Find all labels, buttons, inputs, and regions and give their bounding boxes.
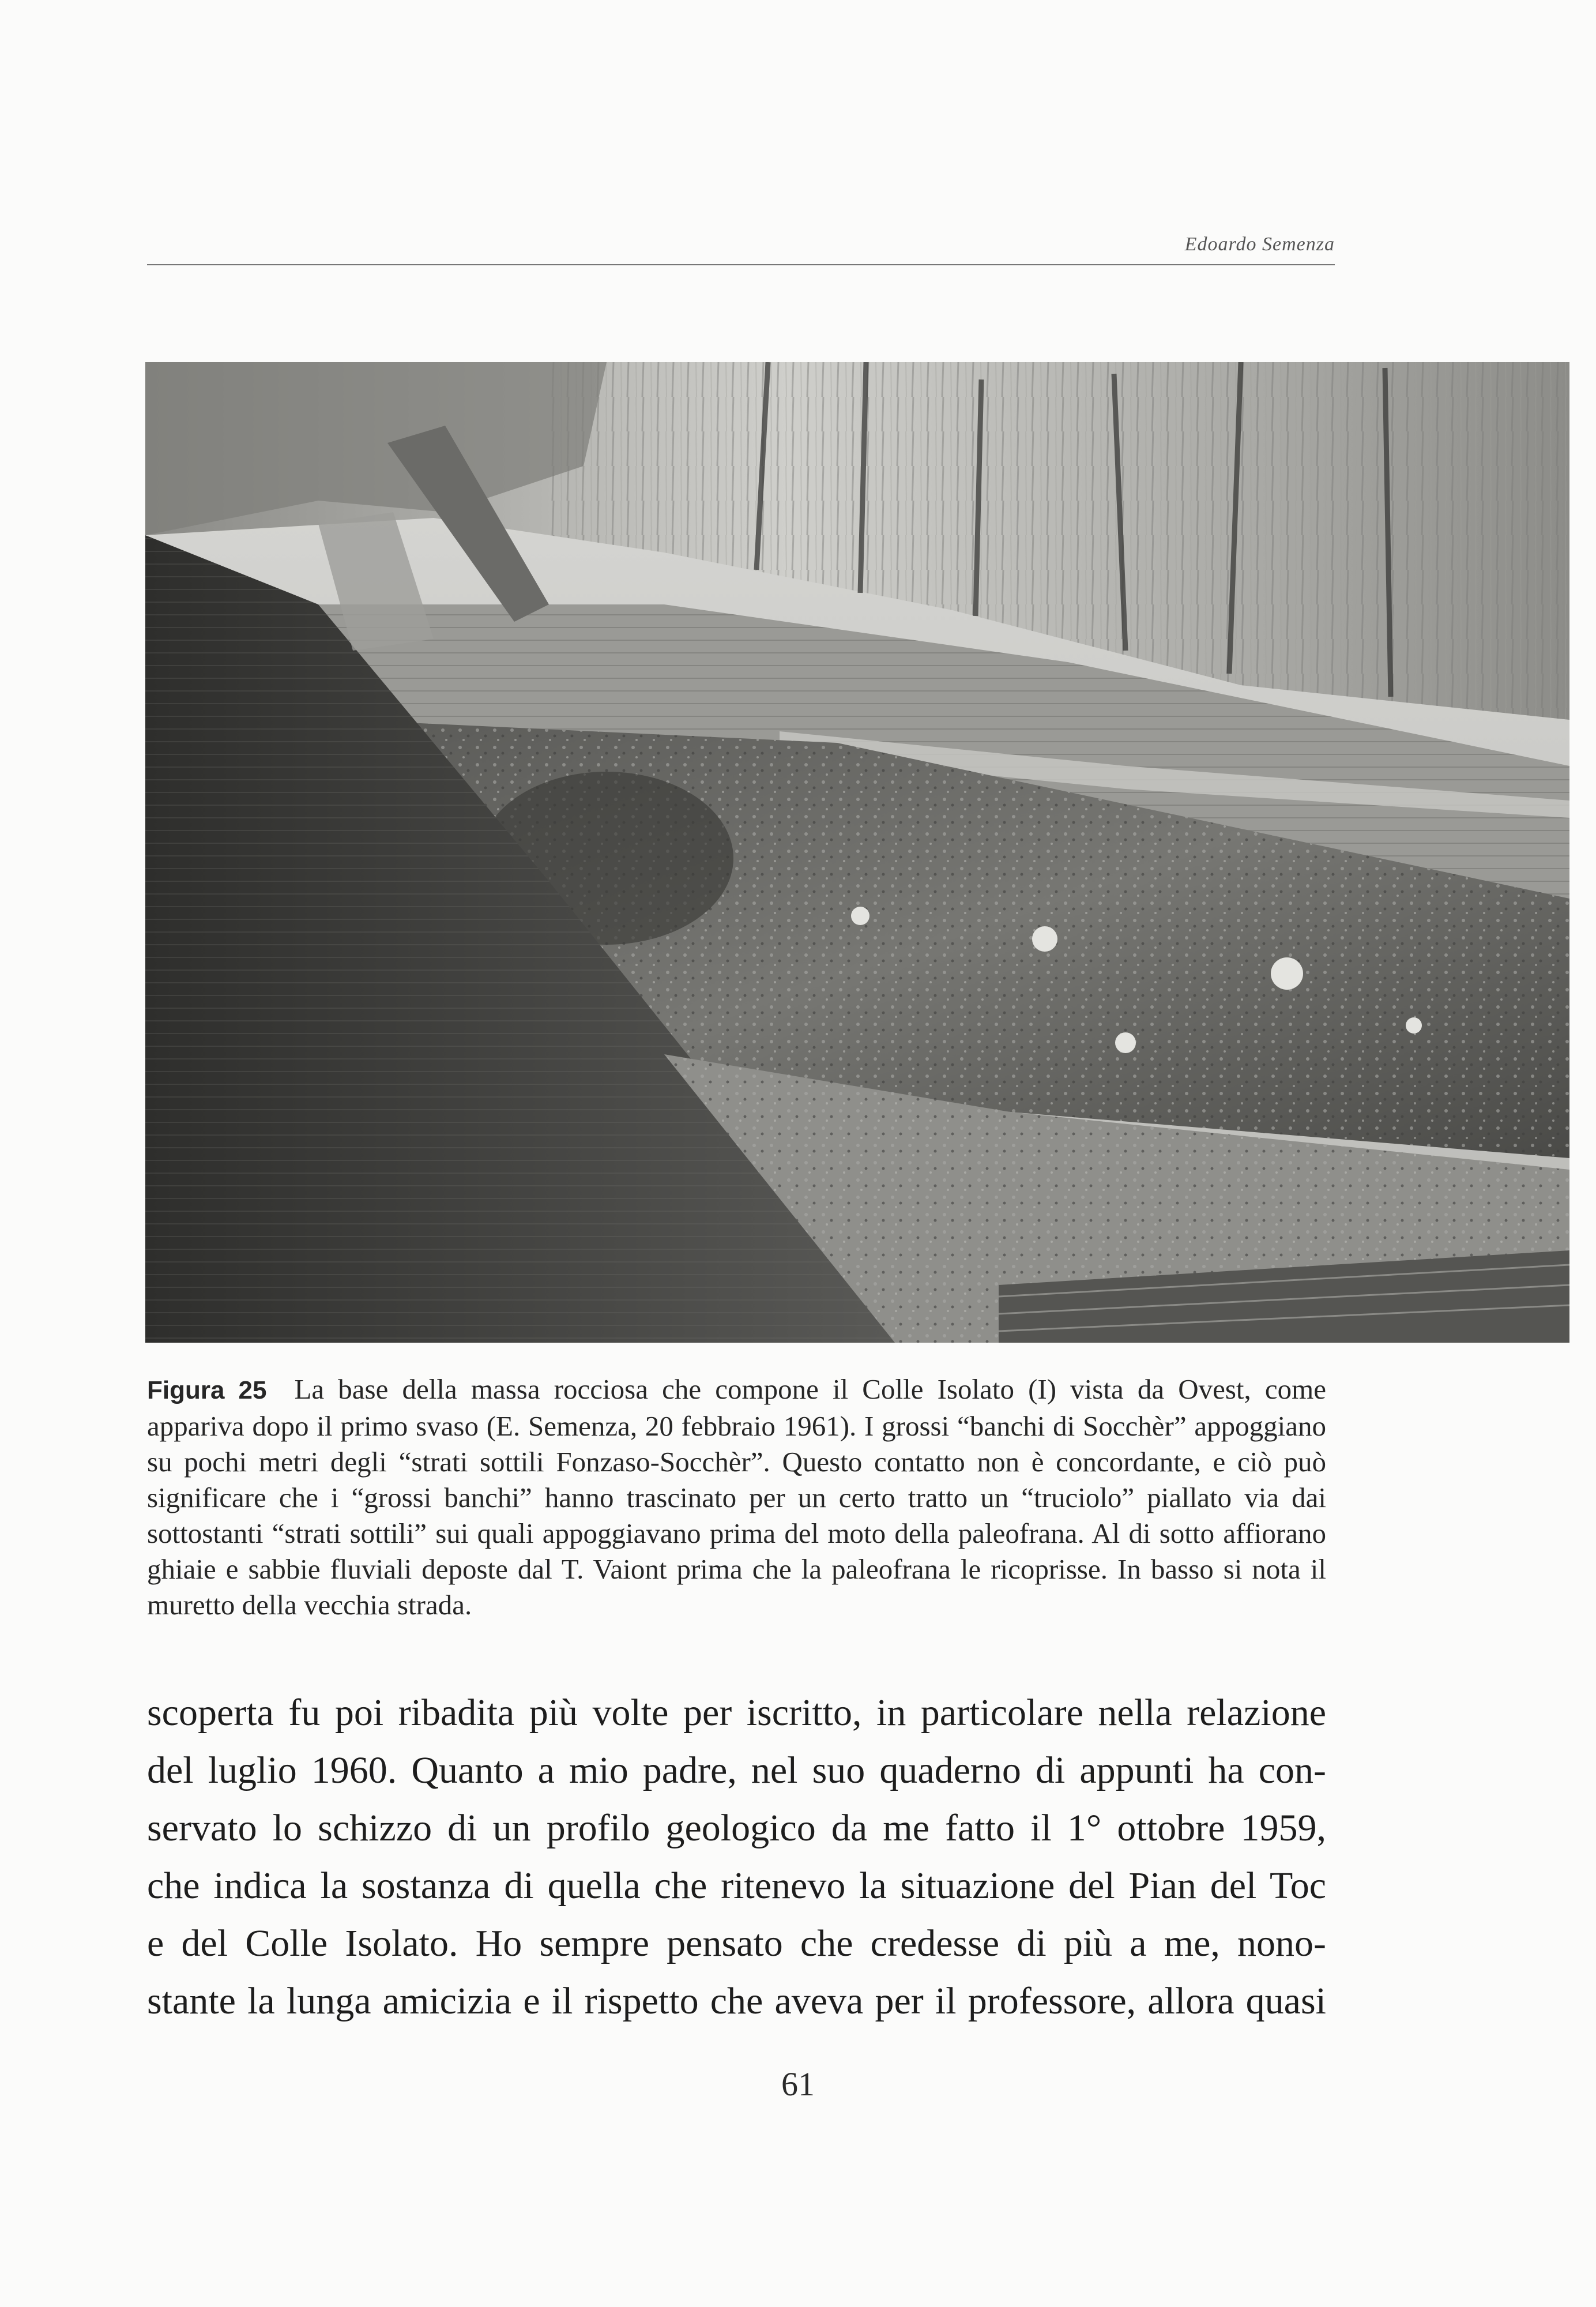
figure-caption-text: La base della massa rocciosa che compone il Colle Isolato (I) vista da Ovest, come appariva dopo il primo svaso (E. Semenza, 20 febbraio 1961). I grossi “banchi di Socchèr” appoggiano su pochi metri degli “strati sottili Fonzaso-Socchèr”. Questo contatto non è concordante, e ciò può significare che i “grossi banchi” hanno trascinato per un certo tratto un “truciolo” piallato via dai sottostanti “strati sottili” sui quali appoggiavano prima del moto della paleofrana. Al di sotto affiorano ghiaie e sabbie fluviali deposte dal T. Vaiont prima che la paleofrana le ricoprisse. In basso si nota il muretto della vecchia strada. — [147, 1373, 1326, 1621]
rock-cliff-photo-icon — [145, 362, 1569, 1343]
figure-label: Figura 25 — [147, 1376, 267, 1404]
figure-caption — [147, 1372, 1326, 1623]
body-line: servato lo schizzo di un profilo geologico da me fatto il 1° ottobre 1959, — [147, 1807, 1326, 1849]
page-number: 61 — [781, 2065, 815, 2103]
body-line: che indica la sostanza di quella che ritenevo la situazione del Pian del Toc — [147, 1865, 1326, 1907]
body-line: stante la lunga amicizia e il rispetto che aveva per il professore, allora quasi — [147, 1980, 1326, 2022]
header-rule — [147, 264, 1335, 265]
body-line: e del Colle Isolato. Ho sempre pensato che credesse di più a me, nono- — [147, 1922, 1326, 1964]
body-paragraph — [147, 1684, 1326, 2030]
figure-photo — [145, 362, 1569, 1343]
running-head — [147, 234, 1335, 266]
running-head-author: Edoardo Semenza — [1184, 234, 1335, 255]
body-line: del luglio 1960. Quanto a mio padre, nel suo quaderno di appunti ha con- — [147, 1749, 1326, 1791]
body-line: scoperta fu poi ribadita più volte per iscritto, in particolare nella relazione — [147, 1692, 1326, 1734]
